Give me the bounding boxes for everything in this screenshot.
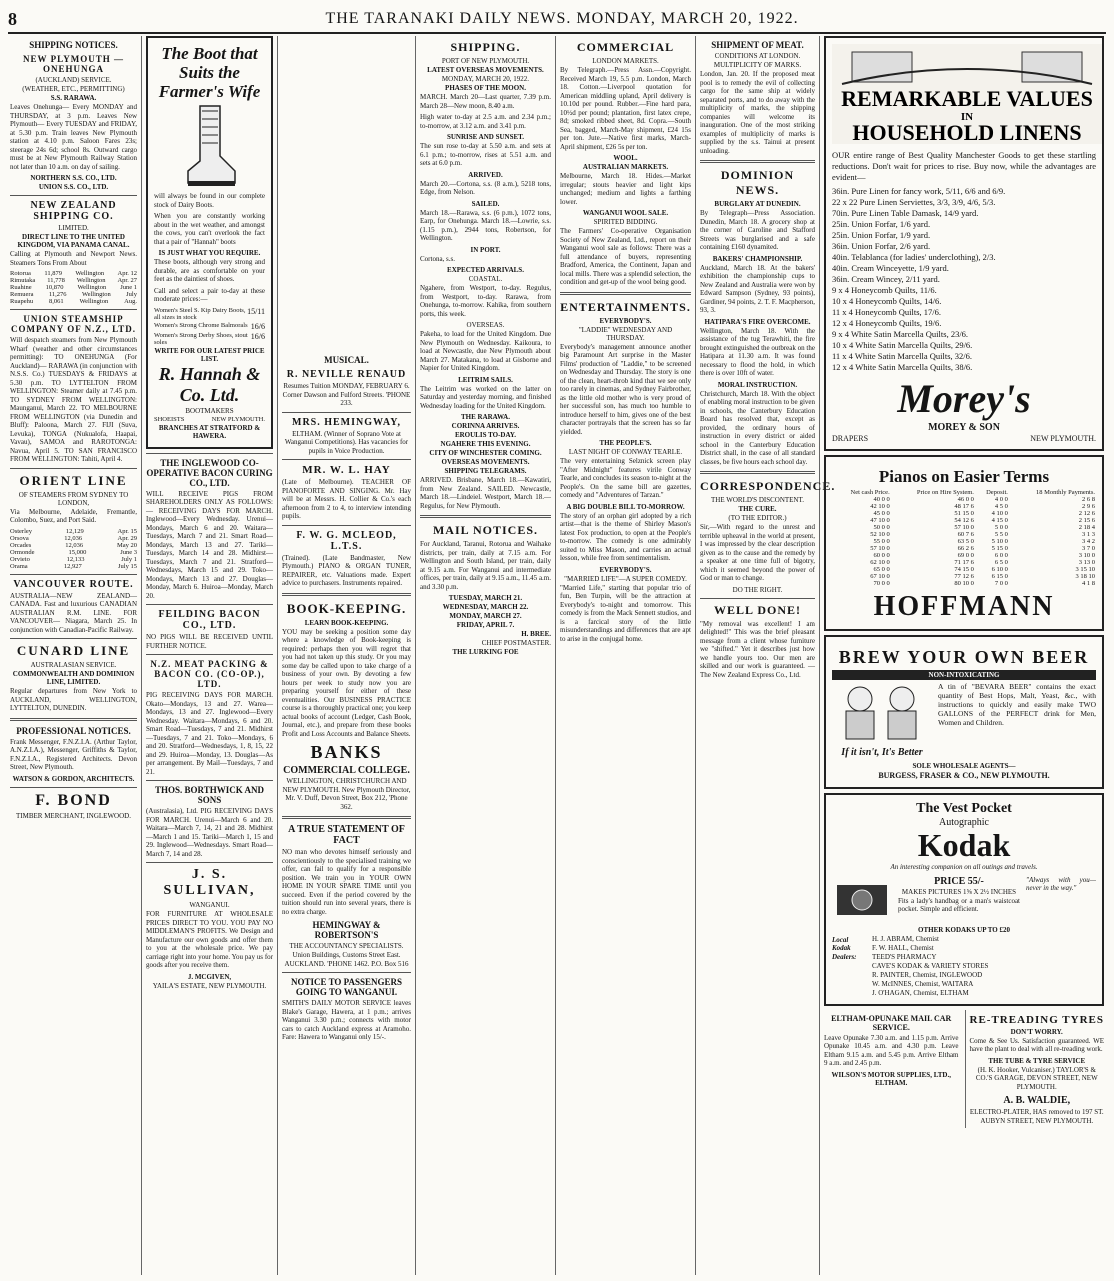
- article-heading: BAKERS' CHAMPIONSHIP.: [712, 254, 803, 263]
- section-heading: SHIPMENT OF MEAT.: [711, 40, 804, 50]
- section-heading: CORRESPONDENCE.: [700, 479, 836, 493]
- article-subheading: OVERSEAS.: [466, 321, 505, 329]
- ad-heading: F. W. G. MCLEOD, L.T.S.: [296, 529, 397, 552]
- table-row: 52 10 0 60 7 6 5 5 0 3 1 3: [870, 531, 1095, 538]
- ad-text: SMITH'S DAILY MOTOR SERVICE leaves Blake's Garage, Hawera, at 1 p.m.; arrives Wanganui 3.30 p.m.; connects with motor cars to catch Auckland express at Aramoho. Fare: Hawera to Wanganui only 15/-.: [282, 999, 411, 1041]
- ad-subheading: AUSTRALASIAN SERVICE.: [30, 661, 117, 669]
- signature-title: CHIEF POSTMASTER.: [481, 639, 551, 647]
- article-text: The sun rose to-day at 5.50 a.m. and sets at 6.1 p.m.; to-morrow, rises at 5.51 a.m. and sets at 6.0 p.m.: [420, 142, 551, 167]
- section-heading: ENTERTAINMENTS.: [560, 299, 691, 314]
- drapers-location: NEW PLYMOUTH.: [1030, 434, 1096, 443]
- list-item: 22 x 22 Pure Linen Serviettes, 3/3, 3/9, 4/6, 5/3.: [832, 197, 996, 207]
- ad-agents-label: SOLE WHOLESALE AGENTS—: [912, 762, 1016, 770]
- column-shipping-notices: [6, 36, 142, 1275]
- divider: [10, 468, 137, 469]
- article-subheading: COASTAL.: [468, 275, 503, 283]
- ad-text: FOR FURNITURE AT WHOLESALE PRICES DIRECT TO YOU. YOU PAY NO MIDDLEMAN'S PROFITS. We Design and Manufacture our own goods and offer them to you at the wholesale price. We pay carriage right into your home. You pay us for goods after you receive them.: [146, 910, 273, 969]
- list-item: 25in. Union Forfar, 1/6 yard.: [832, 219, 931, 229]
- hannah-logo: R. Hannah & Co. Ltd.: [158, 363, 261, 405]
- divider: [282, 459, 411, 460]
- article-heading: CITY OF WINCHESTER COMING.: [429, 449, 542, 457]
- men-drinking-illustration: [832, 681, 932, 741]
- divider: [282, 412, 411, 413]
- article-heading: THE RARAWA.: [460, 413, 510, 421]
- ad-slogan: If it isn't, It's Better: [841, 747, 923, 758]
- ship-name: S.S. RARAWA.: [50, 94, 97, 102]
- page-number: 8: [8, 8, 18, 29]
- ad-heading: UNION STEAMSHIP COMPANY OF N.Z., LTD.: [10, 314, 137, 334]
- ad-heading: WELL DONE!: [713, 602, 801, 617]
- camera-illustration: [832, 875, 892, 925]
- ad-slogan: IS JUST WHAT YOU REQUIRE.: [158, 249, 261, 257]
- ad-text: Call and select a pair to-day at these moderate prices:—: [154, 286, 265, 303]
- ad-text: A tin of "BEVARA BEER" contains the exact quantity of Best Hops, Malt, Yeast, &c., with instructions to quickly and easily make TWO GALLONS of the PERFECT drink for Men, Women and Children.: [938, 682, 1096, 727]
- values-title-line2: IN: [960, 111, 974, 123]
- article-heading: MORAL INSTRUCTION.: [717, 380, 798, 389]
- ad-heading: BOOK-KEEPING.: [286, 600, 407, 616]
- table-row: 65 0 0 74 15 0 6 10 0 3 15 10: [873, 566, 1095, 573]
- section-subheading: MULTIPLICITY OF MARKS.: [713, 61, 802, 69]
- ad-text: (Australasia), Ltd. PIG RECEIVING DAYS FOR MARCH. Urenui—March 6 and 20. Waitara—March 7, 14, 21 and 28. Midhirst—March 1 and 15. Tariki—March 1, 15 and 29. Inglewood—Wednesdays. Smart Road—March 7, 14 and 28.: [146, 807, 273, 858]
- ad-text: These boots, although very strong and durable, are as comfortable on your feet as the daintiest of shoes.: [154, 258, 265, 283]
- ad-heading: VANCOUVER ROUTE.: [13, 578, 134, 590]
- ad-text: (H. K. Hooker, Vulcaniser.) TAYLOR'S & CO.'S GARAGE, DEVON STREET, NEW PLYMOUTH.: [975, 1065, 1098, 1091]
- kodak-logo: Kodak: [917, 827, 1011, 863]
- ad-text: AUSTRALIA—NEW ZEALAND—CANADA. Fast and luxurious CANADIAN AUSTRALIAN R.M. LINE. FOR VANCOUVER— Niagara, March 25. In conjunction with Canadian-Pacific Railway.: [10, 591, 137, 634]
- table-row: 70 0 0 80 10 0 7 0 0 4 1 8: [873, 580, 1095, 587]
- kodak-ad: [824, 793, 1104, 1006]
- ad-text: Will despatch steamers from New Plymouth Wharf (weather and other circumstances permitting): TO ONEHUNGA (For Auckland)— RARAWA (in conjunction with N.S.S. Co.) TUESDAYS & FRIDAYS at 5.30 p.m. TO LYTTELTON FROM WELLINGTON: Steamer daily at 7.45 p.m. TO SYDNEY FROM WELLINGTON: Maunganui, March 22. TO MELBOURNE FROM WELLINGTON (via Dunedin and Bluff): Paloona, March 27. FIJI (Suva, Levuka), TONGA (Nukualofa, Haapai, Vavau), SAMOA and RAROTONGA: Navua, April 5. TO SAN FRANCISCO FROM WELLINGTON: Tahiti, April 4.: [10, 336, 137, 463]
- article-heading: EXPECTED ARRIVALS.: [447, 266, 524, 274]
- ad-note: WRITE FOR OUR LATEST PRICE LIST.: [154, 346, 265, 363]
- ad-agents: WILSON'S MOTOR SUPPLIES, LTD., ELTHAM.: [831, 1070, 951, 1087]
- article-text: The very entertaining Selznick screen play "After Midnight" features virile Conway Tearle, and concludes its season to-night at the People's. On the same bill are gazettes, comedy and "Adventures of Tarzan.": [560, 457, 691, 499]
- article-heading: AUSTRALIAN MARKETS.: [582, 163, 669, 171]
- article-heading: SAILED.: [471, 199, 500, 208]
- divider: [146, 654, 273, 655]
- divider: [282, 816, 411, 819]
- ad-signature: J. MCGIVEN,: [187, 972, 232, 981]
- table-row: 55 0 0 63 5 0 5 10 0 3 4 2: [873, 538, 1095, 545]
- list-item: 40in. Telablanca (for ladies' underclothing), 2/3.: [832, 252, 996, 262]
- bevara-beer-ad: [824, 635, 1104, 789]
- article-subheading: "MARRIED LIFE"—A SUPER COMEDY.: [564, 574, 687, 583]
- table-row: 62 10 0 71 17 6 6 5 0 3 13 0: [870, 559, 1095, 566]
- article-heading: IN PORT.: [470, 245, 501, 254]
- list-item: 36in. Union Forfar, 2/6 yard.: [832, 241, 931, 251]
- article-text: Ngahere, from Westport, to-day. Regulus, from Westport, to-day. Rarawa, from Onehunga, to-morrow. Kahika, from southern ports, this week.: [420, 284, 551, 318]
- ad-title: BREW YOUR OWN BEER: [838, 647, 1090, 667]
- article-heading: PHASES OF THE MOON.: [445, 84, 526, 92]
- page-title: THE TARANAKI DAILY NEWS. MONDAY, MARCH 20, 1922.: [325, 10, 799, 27]
- divider: [146, 453, 273, 454]
- ad-subheading: DON'T WORRY.: [1010, 1027, 1063, 1036]
- article-text: March 18.—Rarawa, s.s. (6 p.m.), 1072 tons, Earp, for Onehunga. March 18.—Lowrie, s.s. (1.15 p.m.), 2944 tons, Robertson, for Wellington.: [420, 208, 551, 242]
- article-text: By Telegraph—Press Association. Dunedin, March 18. A grocery shop at the corner of Caroline and Stafford Streets was burglarised and a safe containing £160 dynamited.: [700, 209, 815, 251]
- dealer-item: CAVE'S KODAK & VARIETY STORES: [872, 961, 989, 970]
- ad-note: (WEATHER, ETC., PERMITTING): [22, 85, 125, 93]
- article-text: "Married Life," starting that popular trio of fun, Ben Turpin, will be the attraction at Everybody's to-night and tomorrow. This comedy is from the Mack Sennett studios, and is a farcical story of the little misunderstandings and differences that are apt to arise in the conjugal home.: [560, 583, 691, 643]
- ad-subheading: DIRECT LINE TO THE UNITED KINGDOM, VIA PANAMA CANAL.: [17, 233, 130, 249]
- masthead: [8, 6, 1106, 34]
- linens-illustration: [832, 44, 1102, 144]
- section-subheading: LONDON MARKETS.: [592, 57, 659, 65]
- table-row: 47 10 0 54 12 6 4 15 0 2 15 6: [870, 517, 1095, 524]
- divider: [146, 862, 273, 863]
- ad-heading: CUNARD LINE: [16, 643, 131, 658]
- divider: [146, 780, 273, 781]
- table-row: Rotorua 11,879 Wellington Apr. 12: [10, 270, 137, 277]
- divider: [10, 309, 137, 310]
- list-item: 11 x 4 Honeycomb Quilts, 17/6.: [832, 307, 941, 317]
- divider: [282, 593, 411, 596]
- ad-heading: J. S. SULLIVAN,: [163, 867, 256, 898]
- spacer: [282, 36, 411, 351]
- ad-note: BRANCHES AT STRATFORD & HAWERA.: [158, 423, 261, 440]
- column-ads-2: [142, 36, 278, 1275]
- article-heading: A BIG DOUBLE BILL TO-MORROW.: [566, 502, 685, 511]
- article-heading: HATIPARA'S FIRE OVERCOME.: [704, 317, 811, 326]
- ad-heading: BANKS: [310, 742, 383, 762]
- ad-text: WILL RECEIVE PIGS FROM SHAREHOLDERS ONLY AS FOLLOWS:— RECEIVING DAYS FOR MARCH. Inglewood—Every Wednesday. Urenui—Mondays, March 6 and 20. Waitara—Tuesdays, March 7 and 21. Smart Road—Mondays, March 13 and 27. Tariki—Tuesdays, March 14 and 28. Midhirst—Tuesdays, March 7 and 21. Stratford—Wednesdays, March 15 and 29. Toko—Mondays, March 13 and 27. Douglas—Monday, March 6. Huiroa—Monday, March 20.: [146, 489, 273, 600]
- ad-text: ELTHAM. (Winner of Soprano Vote at Wanganui Competitions). Has vacancies for pupils in Voice Production.: [284, 429, 409, 455]
- article-text: Cortona, s.s.: [420, 254, 455, 263]
- divider: [700, 471, 815, 474]
- column-commercial: [556, 36, 696, 1275]
- dealer-item: F. W. HALL, Chemist: [872, 943, 934, 952]
- ad-text: NO PIGS WILL BE RECEIVED UNTIL FURTHER NOTICE.: [146, 633, 273, 650]
- article-heading: THE LURKING FOE: [452, 648, 519, 656]
- ad-text: will always be found in our complete stock of Dairy Boots.: [154, 192, 265, 209]
- ad-heading: WATSON & GORDON, ARCHITECTS.: [12, 774, 135, 783]
- ad-heading: NEW ZEALAND SHIPPING CO.: [30, 200, 117, 222]
- section-heading: DOMINION NEWS.: [720, 168, 795, 197]
- article-text: Christchurch, March 18. With the object of enabling moral instruction to be given in schools, the Canterbury Education Board has resolved that, except as provided, the ordinary hours of instruction in every district or aided school in the Canterbury Education District shall, in the case of all standard classes, be five hours each school day.: [700, 389, 815, 466]
- ad-text: Union Buildings, Customs Street East. AUCKLAND. 'PHONE 1462. P.O. Box 516: [284, 951, 409, 968]
- ad-subheading: NON-INTOXICATING: [832, 670, 1096, 680]
- list-item: 9 x 4 Honeycomb Quilts, 11/6.: [832, 285, 937, 295]
- table-row: 67 10 0 77 12 6 6 15 0 3 18 10: [870, 573, 1095, 580]
- table-row: Ruapehu 8,061 Wellington Aug.: [10, 298, 137, 305]
- article-text: ARRIVED. Brisbane, March 18.—Kawatiri, from New Zealand. SAILED. Newcastle, March 18.—Lindeiel. Westport, March 18.—Regulus, for New Plymouth.: [420, 476, 551, 510]
- article-text: Sir,—With regard to the unrest and terrible upheaval in the world at present, I was impressed by the clear description given as to the cause and the remedy by a speaker at one time full of bigotry, which it seemed beyond the power of God or man to change.: [700, 523, 815, 582]
- section-subheading: CONDITIONS AT LONDON.: [714, 52, 801, 60]
- moreys-sub: MOREY & SON: [928, 422, 1000, 433]
- ad-slogan: "Always with you— never in the way.": [1026, 875, 1096, 892]
- table-row: 42 10 0 48 17 6 4 5 0 2 9 6: [870, 503, 1095, 510]
- ad-text: Via Melbourne, Adelaide, Fremantle, Colombo, Suez, and Port Said.: [10, 507, 137, 524]
- article-text: Pakeha, to load for the United Kingdom. Due New Plymouth on Wednesday. Kaikoura, to load at Newcastle, due New Plymouth about March 27. Matakana, to load at Gisborne and Napier for United Kingdom.: [420, 330, 551, 372]
- table-row: Ruahine 10,870 Wellington June 1: [10, 284, 137, 291]
- article-heading: EROULIS TO-DAY.: [454, 431, 517, 439]
- hoffmann-logo: HOFFMANN: [873, 591, 1055, 622]
- linen-price-list: [832, 186, 1096, 373]
- section-heading: SHIPPING NOTICES.: [29, 40, 118, 50]
- ad-heading: HEMINGWAY & ROBERTSON'S: [312, 920, 381, 940]
- values-title-line3: HOUSEHOLD LINENS: [852, 120, 1082, 145]
- divider: [10, 638, 137, 639]
- divider: [10, 574, 137, 575]
- ad-subheading: WANGANUI.: [189, 901, 230, 909]
- dealer-item: R. PAINTER, Chemist, INGLEWOOD: [872, 970, 983, 979]
- article-heading: WOOL.: [613, 154, 638, 162]
- article-subheading: "LADDIE" WEDNESDAY AND THURSDAY.: [578, 325, 673, 342]
- ad-text: Frank Messenger, F.N.Z.I.A. (Arthur Taylor, A.N.Z.I.A.), Messenger, Griffiths & Taylor, F.N.Z.I.A., Registered Architects. Devon Street, New Plymouth.: [10, 737, 137, 771]
- article-heading: CORINNA ARRIVES.: [451, 422, 520, 430]
- article-heading: THE PEOPLE'S.: [599, 439, 652, 447]
- article-heading: ARRIVED.: [468, 170, 503, 179]
- ad-heading: ELTHAM-OPUNAKE MAIL CAR SERVICE.: [831, 1013, 952, 1032]
- drapers-label: DRAPERS: [832, 434, 869, 443]
- ad-heading: THOS. BORTHWICK AND SONS: [155, 785, 264, 805]
- agent-name: UNION S.S. CO., LTD.: [38, 183, 109, 191]
- ad-address: YAILA'S ESTATE, NEW PLYMOUTH.: [152, 981, 267, 990]
- hannah-boot-ad: [146, 36, 273, 449]
- article-text: Wellington, March 18. With the assistance of the tug Terawhiti, the fire brought extinguished the outbreak on the Hatipara at 11.30 a.m. It was found necessary to flood the hold, in which there is over 10ft of water.: [700, 326, 815, 377]
- article-heading: THE WORLD'S DISCONTENT.: [711, 496, 804, 504]
- section-heading: PROFESSIONAL NOTICES.: [16, 725, 131, 736]
- table-row: 50 0 0 57 10 0 5 0 0 2 18 4: [873, 524, 1095, 531]
- article-subheading: SPIRITED BIDDING.: [593, 218, 658, 226]
- list-item: 10 x 4 Honeycomb Quilts, 14/6.: [832, 296, 942, 306]
- ad-heading: F. BOND: [35, 791, 112, 809]
- ad-heading: NOTICE TO PASSENGERS GOING TO WANGANUI.: [290, 977, 403, 997]
- ad-heading: MR. W. L. HAY: [302, 464, 391, 476]
- list-item: 36in. Cream Wincey, 2/11 yard.: [832, 274, 940, 284]
- divider: [282, 525, 411, 526]
- article-text: By Telegraph.—Press Assn.—Copyright. Received March 19, 5.5 p.m. London, March 18. Cotton.—Liverpool quotation for American middling upland, April delivery is 10.10d per pound. Rubber.—Fine hard para, 10½d per pound; plantation, first latex crepe, 8d; smoked ribbed sheet, 8d. Copra.—South Sea, bagged, March-May shipment, £24 15s per ton. Jute.—Native first marks, March-April shipment, £26 5s per ton.: [560, 66, 691, 151]
- ad-text: Regular departures from New York to AUCKLAND, WELLINGTON, LYTTELTON, DUNEDIN.: [10, 687, 137, 712]
- column-shipping-news: SHIPPING. PORT OF NEW PLYMOUTH. LATEST OVERSEAS MOVEMENTS. MONDAY, MARCH 20, 1922. PHASES OF THE MOON. MARCH. March 20—Last quarter, 7.39 p.m. March 28—New moon, 8.40 a.m. High water to-day at 2.5 a.m. and 2.34 p.m.; to-morrow, at 3.12 a.m. and 3.41 p.m. SUNRISE AND SUNSET. The sun rose to-day at 5.50 a.m. and sets at 6.1 p.m.; to-morrow, rises at 5.51 a.m. and sets at 6.0 p.m. ARRIVED. March 20.—Cortona, s.s. (8 a.m.), 5218 tons, Edge, from Nelson. SAILED. March 18.—Rarawa, s.s. (6 p.m.), 1072 tons, Earp, for Onehunga. March 18.—Lowrie, s.s. (1.15 p.m.), 2944 tons, Robertson, for Wellington. IN PORT. Cortona, s.s. EXPECTED ARRIVALS. COASTAL. Ngahere, from Westport, to-day. Regulus, from Westport, to-day. Rarawa, from Onehunga, to-morrow. Kahika, from southern ports, this week. OVERSEAS. Pakeha, to load for the United Kingdom. Due New Plymouth on Wednesday. Kaikoura, to load at Newcastle, due New Plymouth about March 27. Matakana, to load at Gisborne and Napier for United Kingdom. LEITRIM SAILS. The Leitrim was worked on the latter on Saturday and yesterday morning, and finished Wednesday loading for the United Kingdom. THE RARAWA. CORINNA ARRIVES. EROULIS TO-DAY. NGAHERE THIS EVENING. CITY OF WINCHESTER COMING. OVERSEAS MOVEMENTS. SHIPPING TELEGRAMS. ARRIVED. Brisbane, March 18.—Kawatiri, from New Zealand. SAILED. Newcastle, March 18.—Lindeiel. Westport, March 18.—Regulus, for New Plymouth. MAIL NOTICES. For Auckland, Taranui, Rotorua and Waihake districts, per train, daily at 7.15 a.m. For Wellington and South Island, per train, daily at 9.15 a.m. For Wanganui and intermediate offices, per train, daily at 9.15 a.m., 11.45 a.m. and 3.30 p.m. TUESDAY, MARCH 21. WEDNESDAY, MARCH 22. MONDAY, MARCH 27. FRIDAY, APRIL 7. H. BREE. CHIEF POSTMASTER. THE LURKING FOE: [416, 36, 556, 1275]
- ad-heading: N.Z. MEAT PACKING & BACON CO. (CO-OP.), LTD.: [150, 659, 269, 689]
- ad-subheading: COMMONWEALTH AND DOMINION LINE, LIMITED.: [12, 670, 135, 686]
- article-heading: WANGANUI WOOL SALE.: [582, 209, 669, 217]
- table-row: Osterley 12,129 Apr. 15: [10, 527, 137, 535]
- ad-subheading: LEARN BOOK-KEEPING.: [304, 618, 389, 627]
- article-text: Melbourne, March 18. Hides.—Market irregular; stouts heavier and light kips unchanged; medium and lights a farthing lower.: [560, 172, 691, 206]
- article-text: The story of an orphan girl adopted by a rich artist—that is the theme of Shirley Mason's latest Fox production, to open at the People's to-morrow. The comedy is one admirably suited to Miss Mason, and carries an actual lesson, while free from sentimentalism.: [560, 511, 691, 562]
- ad-heading: R. NEVILLE RENAUD: [286, 369, 407, 380]
- list-item: 11 x 4 White Satin Marcella Quilts, 32/6.: [832, 351, 972, 361]
- ad-text: Fits a lady's handbag or a man's waistcoat pocket. Simple and efficient.: [898, 896, 1020, 913]
- list-item: 36in. Pure Linen for fancy work, 5/11, 6/6 and 6/9.: [832, 186, 1006, 196]
- ad-text: Leave Opunake 7.30 a.m. and 1.15 p.m. Arrive Opunake 10.45 a.m. and 4.30 p.m. Leave Eltham 9.15 a.m. and 5.45 p.m. Arrive Eltham 9 a.m. and 2.45 p.m.: [824, 1033, 959, 1067]
- ad-subheading: LIMITED.: [58, 224, 89, 232]
- ad-text: ELECTRO-PLATER, HAS removed to 197 ST. AUBYN STREET, NEW PLYMOUTH.: [969, 1108, 1104, 1125]
- article-text: Everybody's management announce another big Paramount Art surprise in the Master Films' production of "Laddie," to be screened on Wednesday and Thursday. The story is one of the clean, heart-throb kind that we see only too rarely in cinemas, and Sydney Fairbrother, as the little old mother who is very proud of her successful son, has much too humble to introduce herself to him, gives one of the best character portrayals that the screen has so far yielded.: [560, 342, 691, 436]
- kodak-size: MAKES PICTURES 1⅝ X 2½ INCHES: [901, 887, 1017, 896]
- ad-text: WELLINGTON, CHRISTCHURCH AND NEW PLYMOUTH. New Plymouth Director, Mr. V. Duff, Devon Street, Box 212, 'Phone 362.: [282, 777, 411, 811]
- signature: H. BREE.: [521, 630, 551, 638]
- divider: [10, 787, 137, 788]
- ad-text: Resumes Tuition MONDAY, FEBRUARY 6. Corner Dawson and Fulford Streets. 'PHONE 233.: [282, 382, 411, 407]
- ad-text: OUR entire range of Best Quality Manchester Goods to get these startling reductions. Don't wait for prices to rise. Buy now, while the advantages are evident—: [832, 150, 1096, 182]
- piano-price-table: [832, 489, 1096, 587]
- ad-heading: A TRUE STATEMENT OF FACT: [288, 824, 405, 846]
- ad-text: (Late of Melbourne). TEACHER OF PIANOFORTE AND SINGING. Mr. Hay will be at Messrs. H. Collier & Co.'s each afternoon from 2 to 4, to interview intending pupils.: [282, 478, 411, 520]
- moreys-logo: Morey's: [897, 376, 1031, 421]
- table-row: 45 0 0 51 15 0 4 10 0 2 12 6: [873, 510, 1095, 517]
- list-item: 10 x 4 White Satin Marcella Quilts, 29/6.: [832, 340, 973, 350]
- ad-title: The Vest Pocket: [916, 801, 1012, 816]
- table-row: Orsova 12,036 Apr. 29: [10, 534, 137, 542]
- ad-text: YOU may be seeking a position some day where a knowledge of Book-keeping is required: perhaps then you will regret that you had not taken up this study. Or you may some day be called upon to take charge of a business of your own. By devoting a few hours per week to study now you are preparing yourself for either of these eventualities. Our BUSINESS PRACTICE course is a thoroughly practical one; you keep actual books of account (Ledger, Cash Book, Journal, etc.), and prepare from these books Profit and Loss Accounts and Balance Sheets.: [282, 627, 411, 738]
- list-item: 9 x 4 White Satin Marcella Quilts, 23/6.: [832, 329, 969, 339]
- ad-subheading: COMMERCIAL COLLEGE.: [283, 765, 410, 776]
- ad-heading: MRS. HEMINGWAY,: [292, 416, 401, 428]
- list-item: 40in. Cream Winceyette, 1/9 yard.: [832, 263, 949, 273]
- ad-text: "My removal was excellent! I am delighted!" This was the brief pleasant message from a client whose furniture we "shifted." Yet it describes just how we handle yours too. Our men are skilled and our work is guaranteed. — The New Zealand Express Co., Ltd.: [700, 619, 815, 679]
- article-note: (TO THE EDITOR.): [728, 514, 787, 522]
- divider: [282, 972, 411, 973]
- article-heading: SUNRISE AND SUNSET.: [446, 133, 525, 141]
- column-meat-dominion: [696, 36, 836, 1275]
- article-heading: OVERSEAS MOVEMENTS.: [441, 458, 530, 466]
- ad-text: PIG RECEIVING DAYS FOR MARCH. Okato—Mondays, 13 and 27. Warea—Mondays, 13 and 27. Inglewood—Every Wednesday. Waitara—Mondays, 6 and 20. Smart Road—Tuesdays, 7 and 21. Midhirst—Tuesdays, 7 and 21. Toko—Mondays, 6 and 20. Stratford—Wednesdays, 1, 8, 15, 22 and 29. Huiroa—Monday, 13. Douglas—As per arrangement. By Mail—Tuesdays, 7 and 21.: [146, 691, 273, 776]
- ship-schedule: [10, 270, 137, 305]
- article-heading: SHIPPING TELEGRAMS.: [444, 467, 527, 475]
- ad-subheading: TIMBER MERCHANT, INGLEWOOD.: [16, 811, 131, 820]
- pianos-ad: [824, 455, 1104, 631]
- ad-subheading: OF STEAMERS FROM SYDNEY TO LONDON,: [18, 490, 129, 507]
- ad-heading: THE INGLEWOOD CO-OPERATIVE BACON CURING CO., LTD.: [146, 457, 273, 488]
- ad-heading: ORIENT LINE: [19, 472, 128, 488]
- dealer-item: J. O'HAGAN, Chemist, ELTHAM: [872, 988, 969, 997]
- boot-illustration: [180, 101, 240, 191]
- price-row: Women's Strong Derby Shoes, stout soles 16/6: [154, 331, 265, 346]
- article-heading: MONDAY, MARCH 27.: [449, 612, 522, 620]
- divider: [560, 292, 691, 295]
- article-heading: TUESDAY, MARCH 21.: [448, 594, 523, 602]
- ad-note: OTHER KODAKS UP TO £20: [918, 925, 1010, 934]
- section-subheading: LATEST OVERSEAS MOVEMENTS.: [427, 66, 544, 74]
- table-row: Remuera 11,276 Wellington July: [10, 291, 137, 298]
- local-dealers-label: Local Kodak Dealers:: [832, 935, 857, 961]
- article-heading: NGAHERE THIS EVENING.: [440, 440, 531, 448]
- article-text: High water to-day at 2.5 a.m. and 2.34 p.m.; to-morrow, at 3.12 a.m. and 3.41 p.m.: [420, 113, 551, 130]
- section-heading: MAIL NOTICES.: [432, 523, 539, 537]
- mail-car-ad: [824, 1010, 959, 1129]
- ad-text: Calling at Plymouth and Newport News. Steamers Tons From About: [10, 250, 137, 267]
- ad-heading: A. B. WALDIE,: [1003, 1095, 1071, 1106]
- section-heading: MUSICAL.: [324, 355, 369, 365]
- article-subheading: LAST NIGHT OF CONWAY TEARLE.: [568, 448, 683, 456]
- article-text: March 20.—Cortona, s.s. (8 a.m.), 5218 tons, Edge, from Nelson.: [420, 179, 551, 196]
- dealer-item: W. McINNES, Chemist, WAITARA: [872, 979, 974, 988]
- ship-schedule: [10, 528, 137, 570]
- ad-heading: THE TUBE & TYRE SERVICE: [988, 1056, 1086, 1065]
- divider: [146, 604, 273, 605]
- article-text: London, Jan. 20. If the proposed meat pool is to remedy the evil of collecting cargo for the same ship at widely separated ports, and to do away with the multiplicity of marks, the shipping companies will welcome its inauguration. One of the most striking examples of multiplicity of marks is supplied by the s.s. Tainui at present unloading.: [700, 70, 815, 155]
- table-row: Orvieto 12,133 July 1: [10, 555, 137, 563]
- ad-subheading: (AUCKLAND) SERVICE.: [35, 76, 112, 84]
- dealer-item: H. J. ABRAM, Chemist: [872, 934, 939, 943]
- ad-heading: NEW PLYMOUTH — ONEHUNGA: [22, 54, 124, 74]
- section-heading: COMMERCIAL: [576, 40, 675, 54]
- article-text: For Auckland, Taranui, Rotorua and Waihake districts, per train, daily at 7.15 a.m. For Wellington and South Island, per train, daily at 9.15 a.m. For Wanganui and intermediate offices, per train, daily at 9.15 a.m., 11.45 a.m. and 3.30 p.m.: [420, 540, 551, 591]
- divider: [10, 718, 137, 721]
- agent-name: NORTHERN S.S. CO., LTD.: [30, 174, 117, 182]
- article-text: Auckland, March 18. At the bakers' exhibition the championship cups to New Zealand and Australia were won by Edward Sampson (Sydney, 93 points), Gardiner, 94 points, 2. T. F. Macpherson, 93, 3.: [700, 263, 815, 314]
- article-text: MARCH. March 20—Last quarter, 7.39 p.m. March 28—New moon, 8.40 a.m.: [420, 93, 551, 110]
- ad-title: Pianos on Easier Terms: [878, 467, 1050, 486]
- ad-heading: FEILDING BACON CO., LTD.: [158, 609, 261, 631]
- section-heading: SHIPPING.: [450, 40, 521, 54]
- article-heading: FRIDAY, APRIL 7.: [456, 621, 515, 629]
- list-item: 12 x 4 Honeycomb Quilts, 19/6.: [832, 318, 942, 328]
- price-row: Women's Steel S. Kip Dairy Boots, all sizes in stock 15/11: [154, 306, 265, 321]
- kodak-price: PRICE 55/-: [934, 875, 984, 887]
- article-heading: LEITRIM SAILS.: [458, 375, 513, 384]
- shoeists-label: SHOEISTS: [154, 415, 185, 423]
- list-item: 12 x 4 White Satin Marcella Quilts, 38/6.: [832, 362, 973, 372]
- price-row: Women's Strong Chrome Balmorals 16/6: [154, 321, 265, 331]
- divider: [700, 598, 815, 599]
- location: NEW PLYMOUTH.: [211, 415, 265, 423]
- article-heading: EVERYBODY'S.: [599, 316, 652, 325]
- article-heading: EVERYBODY'S.: [599, 565, 652, 574]
- article-date: MONDAY, MARCH 20, 1922.: [441, 75, 530, 83]
- table-row: Orcades 12,036 May 20: [10, 541, 137, 549]
- table-row: Orama 12,927 July 15: [10, 562, 137, 570]
- ad-title: The Boot that Suits the Farmer's Wife: [158, 44, 261, 101]
- table-row: 57 10 0 66 2 6 5 15 0 3 7 0: [870, 545, 1095, 552]
- ad-text: Leaves Onehunga— Every MONDAY and THURSDAY, at 3 p.m. Leaves New Plymouth— Every TUESDAY and FRIDAY, at 5.30 p.m. Train leaves New Plymouth station at 4.10 p.m. Saloon Fares 23s; steerage 24s 6d; school 8s. Outward cargo must be at New Plymouth Railway Station not later than 10 a.m. on day of sailing.: [10, 103, 137, 171]
- ad-text: When you are constantly working about in the wet weather, and amongst the cows, you can't overlook the fact that a pair of "Hannah" boots: [154, 212, 265, 246]
- column-musical-education: [278, 36, 416, 1275]
- ad-text: NO man who devotes himself seriously and conscientiously to the specialised training we offer, can fail to qualify for a responsible position. We train you in YOUR OWN HOME IN YOUR SPARE TIME until you succeed. Even if the period covered by the tuition should run into several years, there is no extra charge.: [282, 848, 411, 916]
- table-row: Rimutaka 11,778 Wellington Apr. 27: [10, 277, 137, 284]
- article-subheading: THE CURE.: [738, 505, 777, 513]
- article-signoff: DO THE RIGHT.: [732, 585, 783, 594]
- dealer-item: TEED'S PHARMACY: [872, 952, 937, 961]
- list-item: 25in. Union Forfar, 1/9 yard.: [832, 230, 931, 240]
- section-subheading: PORT OF NEW PLYMOUTH.: [441, 57, 530, 65]
- table-row: 40 0 0 46 0 0 4 0 0 2 6 8: [873, 496, 1095, 503]
- divider: [420, 515, 551, 518]
- retread-ad: [965, 1010, 1105, 1129]
- article-heading: WEDNESDAY, MARCH 22.: [442, 603, 529, 611]
- divider: [700, 160, 815, 163]
- values-title-line1: REMARKABLE VALUES: [841, 86, 1093, 111]
- ad-text: (Trained). (Late Bandmaster, New Plymouth.) PIANO & ORGAN TUNER, REPAIRER, etc. Valuations made. Expert advice to purchasers. Instruments repaired.: [282, 553, 411, 587]
- ad-heading: RE-TREADING TYRES: [969, 1013, 1104, 1026]
- table-row: 60 0 0 69 0 0 6 0 0 3 10 0: [873, 552, 1095, 559]
- ad-subheading: BOOTMAKERS: [185, 406, 234, 415]
- ad-subheading: THE ACCOUNTANCY SPECIALISTS.: [289, 942, 404, 950]
- list-item: 70in. Pure Linen Table Damask, 14/9 yard.: [832, 208, 979, 218]
- table-row: Ormonde 15,000 June 3: [10, 548, 137, 556]
- ad-subtitle: Autographic: [939, 817, 989, 828]
- ad-text: An interesting companion on all outings and travels.: [890, 863, 1038, 871]
- column-display-ads: [820, 36, 1108, 1275]
- table-header-row: Net cash Price. Price on Hire System. Deposit. 18 Monthly Payments.: [850, 489, 1095, 496]
- article-heading: BURGLARY AT DUNEDIN.: [714, 200, 801, 208]
- divider: [10, 195, 137, 196]
- ad-text: Come & See Us. Satisfaction guaranteed. WE have the plant to deal with all re-treading work.: [969, 1036, 1104, 1053]
- household-linens-ad: [824, 36, 1104, 451]
- ad-agents: BURGESS, FRASER & CO., NEW PLYMOUTH.: [878, 771, 1050, 780]
- article-text: The Farmers' Co-operative Organisation Society of New Zealand, Ltd., report on their Wanganui wool sale as follows: There was a full attendance of buyers, representing Bradford, America, the Continent, Japan and local mills. There was a splendid selection, the condition and get-up of the wool being good.: [560, 227, 691, 286]
